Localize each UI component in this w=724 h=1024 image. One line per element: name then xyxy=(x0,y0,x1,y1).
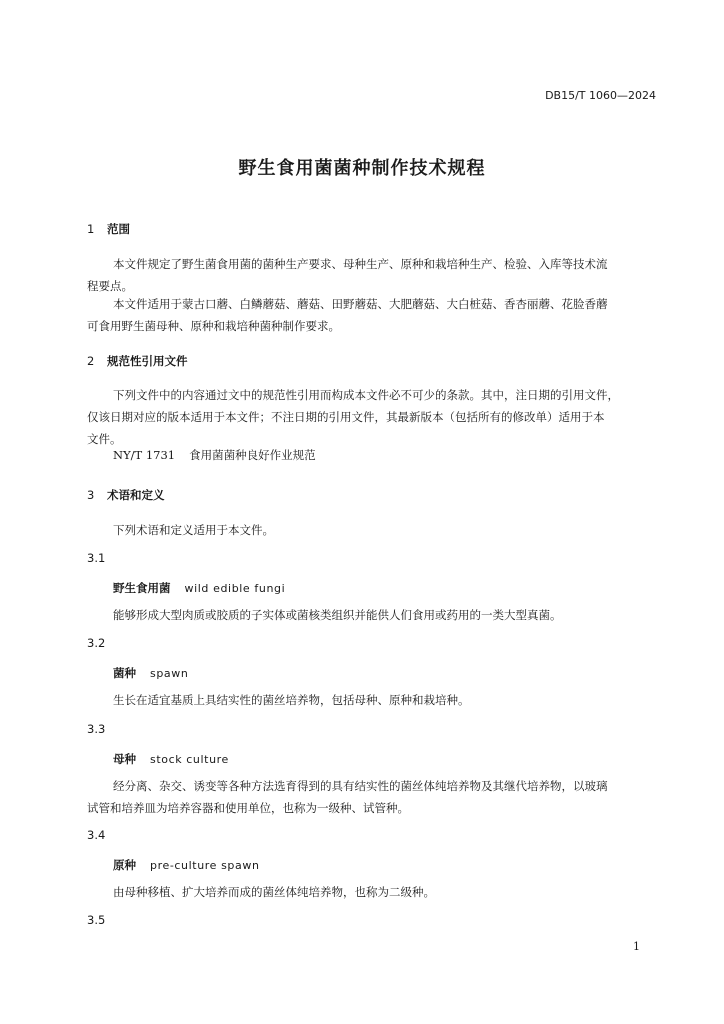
section-title: 术语和定义 xyxy=(107,488,165,502)
term-definition: 能够形成大型肉质或胶质的子实体或菌核类组织并能供人们食用或药用的一类大型真菌。 xyxy=(113,608,562,622)
page-number: 1 xyxy=(633,940,640,953)
term-english: spawn xyxy=(150,667,189,680)
scope-paragraph-2 xyxy=(87,293,657,337)
term-entry xyxy=(113,665,188,681)
references-paragraph xyxy=(87,384,657,450)
term-definition xyxy=(87,775,657,819)
clause-number: 3.3 xyxy=(87,722,106,736)
terms-intro: 下列术语和定义适用于本文件。 xyxy=(113,523,274,537)
term-entry xyxy=(113,857,260,873)
term-english: pre-culture spawn xyxy=(150,859,260,872)
section-number: 1 xyxy=(87,222,95,236)
reference-item xyxy=(113,447,316,463)
term-definition: 由母种移植、扩大培养而成的菌丝体纯培养物，也称为二级种。 xyxy=(113,885,435,899)
section-heading-references xyxy=(87,353,188,369)
reference-code: NY/T 1731 xyxy=(113,448,176,462)
term-entry xyxy=(113,580,285,596)
page-title: 野生食用菌菌种制作技术规程 xyxy=(238,158,486,179)
section-number: 3 xyxy=(87,488,95,502)
text-line: 仅该日期对应的版本适用于本文件；不注日期的引用文件，其最新版本（包括所有的修改单）适用于本 xyxy=(87,410,605,424)
section-number: 2 xyxy=(87,354,95,368)
section-heading-scope xyxy=(87,221,130,237)
text-line: 下列文件中的内容通过文中的规范性引用而构成本文件必不可少的条款。其中，注日期的引用文件， xyxy=(113,388,619,402)
term-entry xyxy=(113,751,229,767)
text-line: 本文件适用于蒙古口蘑、白鳞蘑菇、蘑菇、田野蘑菇、大肥蘑菇、大白桩菇、香杏丽蘑、花脸香蘑 xyxy=(113,297,608,311)
reference-title: 食用菌菌种良好作业规范 xyxy=(189,448,316,462)
section-title: 规范性引用文件 xyxy=(107,354,188,368)
text-line: 程要点。 xyxy=(87,279,133,293)
clause-number: 3.4 xyxy=(87,828,106,842)
text-line: 文件。 xyxy=(87,432,122,446)
text-line: 本文件规定了野生菌食用菌的菌种生产要求、母种生产、原种和栽培种生产、检验、入库等技术流 xyxy=(113,257,608,271)
term-english: stock culture xyxy=(150,753,229,766)
section-heading-terms xyxy=(87,487,165,503)
scope-paragraph-1 xyxy=(87,253,657,297)
term-english: wild edible fungi xyxy=(184,582,286,595)
term-chinese: 母种 xyxy=(113,752,136,766)
section-title: 范围 xyxy=(107,222,130,236)
text-line: 试管和培养皿为培养容器和使用单位，也称为一级种、试管种。 xyxy=(87,801,409,815)
term-chinese: 菌种 xyxy=(113,666,136,680)
text-line: 经分离、杂交、诱变等各种方法选育得到的具有结实性的菌丝体纯培养物及其继代培养物，以玻璃 xyxy=(113,779,608,793)
term-definition: 生长在适宜基质上具结实性的菌丝培养物，包括母种、原种和栽培种。 xyxy=(113,693,470,707)
clause-number: 3.1 xyxy=(87,551,106,565)
clause-number: 3.5 xyxy=(87,913,106,927)
text-line: 可食用野生菌母种、原种和栽培种菌种制作要求。 xyxy=(87,319,340,333)
clause-number: 3.2 xyxy=(87,636,106,650)
term-chinese: 野生食用菌 xyxy=(113,581,171,595)
standard-number: DB15/T 1060—2024 xyxy=(545,89,656,102)
term-chinese: 原种 xyxy=(113,858,136,872)
